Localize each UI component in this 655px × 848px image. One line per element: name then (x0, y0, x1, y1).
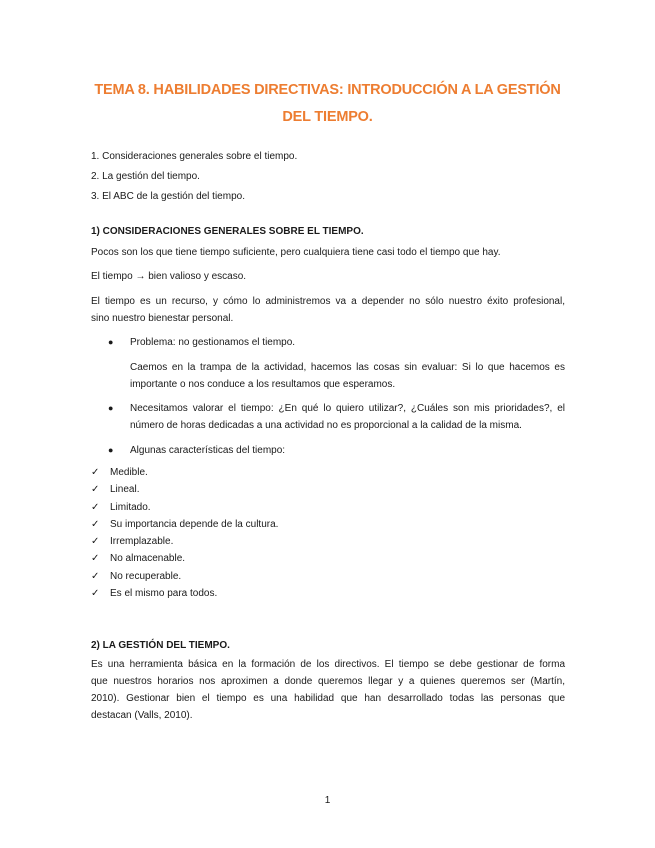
title-line-1: TEMA 8. HABILIDADES DIRECTIVAS: INTRODUCCIÓN A LA GESTIÓN (94, 82, 561, 98)
toc-item-1: 1. Consideraciones generales sobre el tiempo. (91, 151, 298, 162)
section-2-line-1: Es una herramienta básica en la formación de los directivos. El tiempo se debe gestionar de forma (91, 659, 565, 670)
check-icon: ✓ (91, 502, 100, 513)
characteristic-item: Lineal. (110, 484, 140, 495)
title-line-2: DEL TIEMPO. (282, 109, 373, 125)
section-2-line-2: que nuestros horarios nos aproximen a donde queremos llegar y a quienes queremos ser (Martín, (91, 676, 565, 687)
characteristic-item: No recuperable. (110, 571, 182, 582)
toc-item-3: 3. El ABC de la gestión del tiempo. (91, 191, 245, 202)
toc-item-2: 2. La gestión del tiempo. (91, 171, 200, 182)
bullet-1-sub-line-2: importante o nos conduce a los resultamos que esperamos. (130, 379, 396, 390)
section-2-line-4: destacan (Valls, 2010). (91, 710, 193, 721)
bullet-dot-2: ● (108, 403, 114, 413)
bullet-2-line-2: número de horas dedicadas a una actividad no es proporcional a la calidad de la misma. (130, 420, 522, 431)
page-number: 1 (324, 795, 331, 806)
bullet-dot-1: ● (108, 337, 114, 347)
check-icon: ✓ (91, 519, 100, 530)
check-icon: ✓ (91, 588, 100, 599)
characteristic-item: No almacenable. (110, 553, 186, 564)
page-title (80, 77, 575, 131)
check-icon: ✓ (91, 536, 100, 547)
bullet-1-sub-line-1: Caemos en la trampa de la actividad, hacemos las cosas sin evaluar: Si lo que hacemos es (130, 362, 565, 373)
section-1-heading: 1) CONSIDERACIONES GENERALES SOBRE EL TIEMPO. (91, 226, 364, 237)
bullet-2-line-1: Necesitamos valorar el tiempo: ¿En qué lo quiero utilizar?, ¿Cuáles son mis prioridades?, el (130, 403, 565, 414)
bullet-3-text: Algunas características del tiempo: (130, 445, 286, 456)
check-icon: ✓ (91, 467, 100, 478)
characteristic-item: Medible. (110, 467, 148, 478)
characteristic-item: Es el mismo para todos. (110, 588, 218, 599)
check-icon: ✓ (91, 484, 100, 495)
section-1-paragraph-3-line-1: El tiempo es un recurso, y cómo lo administremos va a depender no sólo nuestro éxito profesional, (91, 296, 565, 307)
section-1-paragraph-3-line-2: sino nuestro bienestar personal. (91, 313, 234, 324)
section-1-paragraph-2: El tiempo → bien valioso y escaso. (91, 271, 247, 282)
check-icon: ✓ (91, 553, 100, 564)
check-icon: ✓ (91, 571, 100, 582)
section-1-paragraph-1: Pocos son los que tiene tiempo suficiente, pero cualquiera tiene casi todo el tiempo que hay. (91, 247, 501, 258)
section-2-heading: 2) LA GESTIÓN DEL TIEMPO. (91, 640, 230, 651)
bullet-dot-3: ● (108, 445, 114, 455)
bullet-1-text: Problema: no gestionamos el tiempo. (130, 337, 296, 348)
characteristic-item: Limitado. (110, 502, 151, 513)
section-2-line-3: 2010). Gestionar bien el tiempo es una habilidad que han desarrollado todas las personas que (91, 693, 565, 704)
characteristic-item: Su importancia depende de la cultura. (110, 519, 279, 530)
characteristic-item: Irremplazable. (110, 536, 174, 547)
